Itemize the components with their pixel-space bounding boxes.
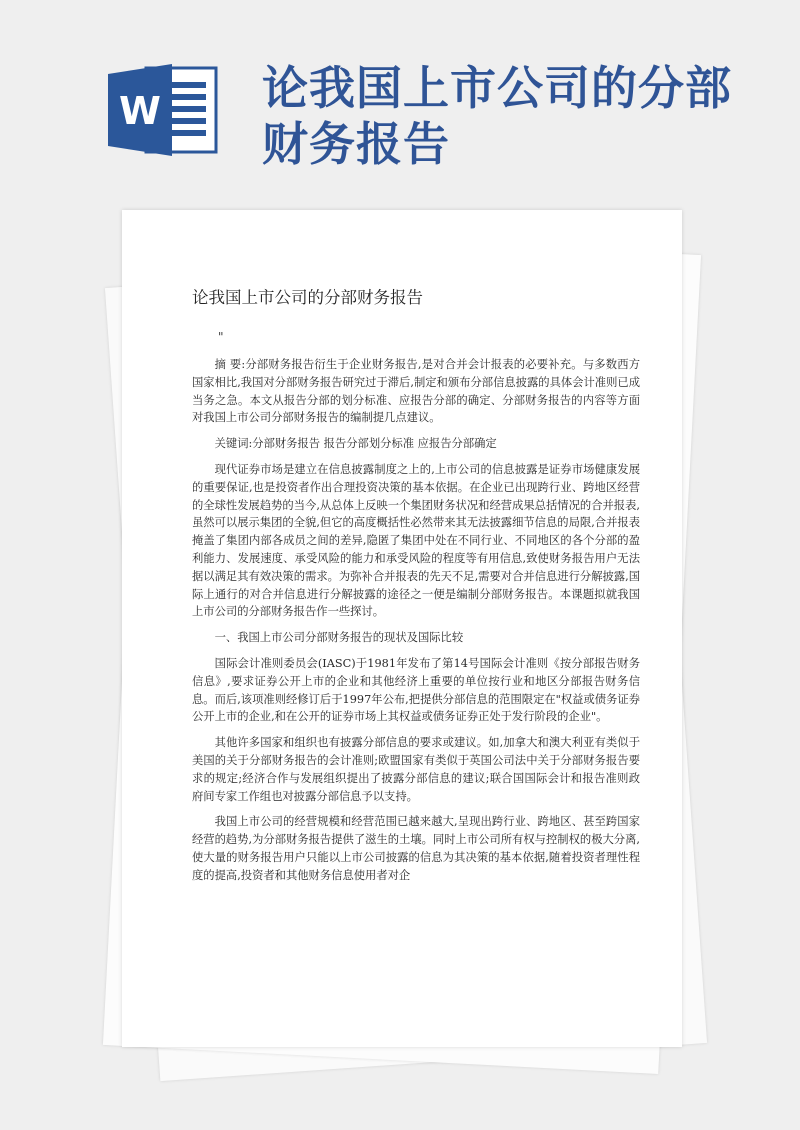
banner-title-line2: 财务报告 [262, 117, 450, 171]
paragraph-abstract: 摘 要:分部财务报告衍生于企业财务报告,是对合并会计报表的必要补充。与多数西方国家相比,我国对分部财务报告研究过于滞后,制定和颁布分部信息披露的具体会计准则已成当务之急。本文从报告分部的划分标准、应报告分部的确定、分部财务报告的内容等方面对我国上市公司分部财务报告的编制提几点建议。 [192, 358, 640, 425]
page-title: 论我国上市公司的分部财务报告 [192, 288, 423, 307]
paragraph-other-countries: 其他许多国家和组织也有披露分部信息的要求或建议。如,加拿大和澳大利亚有类似于美国的关于分部财务报告的会计准则;欧盟国家有类似于英国公司法中关于分部财务报告要求的规定;经济合作与发展组织提出了披露分部信息的建议;联合国国际会计和报告准则政府间专家工作组也对披露分部信息予以支持。 [192, 736, 640, 803]
paragraph-intro: 现代证券市场是建立在信息披露制度之上的,上市公司的信息披露是证券市场健康发展的重要保证,也是投资者作出合理投资决策的基本依据。在企业已出现跨行业、跨地区经营的全球性发展趋势的当今,从总体上反映一个集团财务状况和经营成果总括情况的合并报表,虽然可以展示集团的全貌,但它的高度概括性必然带来其无法披露细节信息的局限,合并报表掩盖了集团内部各成员之间的差异,隐匿了集团中处在不同行业、不同地区的各个分部的盈利能力、发展速度、承受风险的能力和承受风险的程度等有用信息,致使财务报告用户无法据以满足其有效决策的需求。为弥补合并报表的先天不足,需要对合并信息进行分解披露,国际上通行的对合并信息进行分解披露的途径之一便是编制分部财务报告。本课题拟就我国上市公司的分部财务报告作一些探讨。 [192, 462, 640, 619]
word-document-icon [108, 62, 220, 158]
body-text [192, 356, 640, 893]
paragraph-keywords: 关键词:分部财务报告 报告分部划分标准 应报告分部确定 [214, 437, 497, 451]
banner-title [262, 60, 762, 172]
quote-mark: " [218, 330, 224, 344]
paragraph-china: 我国上市公司的经营规模和经营范围已越来越大,呈现出跨行业、跨地区、甚至跨国家经营的趋势,为分部财务报告提供了滋生的土壤。同时上市公司所有权与控制权的极大分离,使大量的财务报告用户只能以上市公司披露的信息为其决策的基本依据,随着投资者理性程度的提高,投资者和其他财务信息使用者对企 [192, 815, 640, 882]
header-banner [0, 0, 800, 220]
document-page [122, 210, 682, 1047]
logo-letter: W [119, 89, 161, 133]
banner-title-line1: 论我国上市公司的分部 [262, 61, 732, 115]
section-heading: 一、我国上市公司分部财务报告的现状及国际比较 [214, 631, 464, 645]
paragraph-iasc: 国际会计准则委员会(IASC)于1981年发布了第14号国际会计准则《按分部报告财务信息》,要求证券公开上市的企业和其他经济上重要的单位按行业和地区分部报告财务信息。而后,该项准则经修订后于1997年公布,把提供分部信息的范围限定在"权益或债务证券公开上市的企业,和在公开的证券市场上其权益或债务证券正处于发行阶段的企业"。 [192, 656, 640, 724]
